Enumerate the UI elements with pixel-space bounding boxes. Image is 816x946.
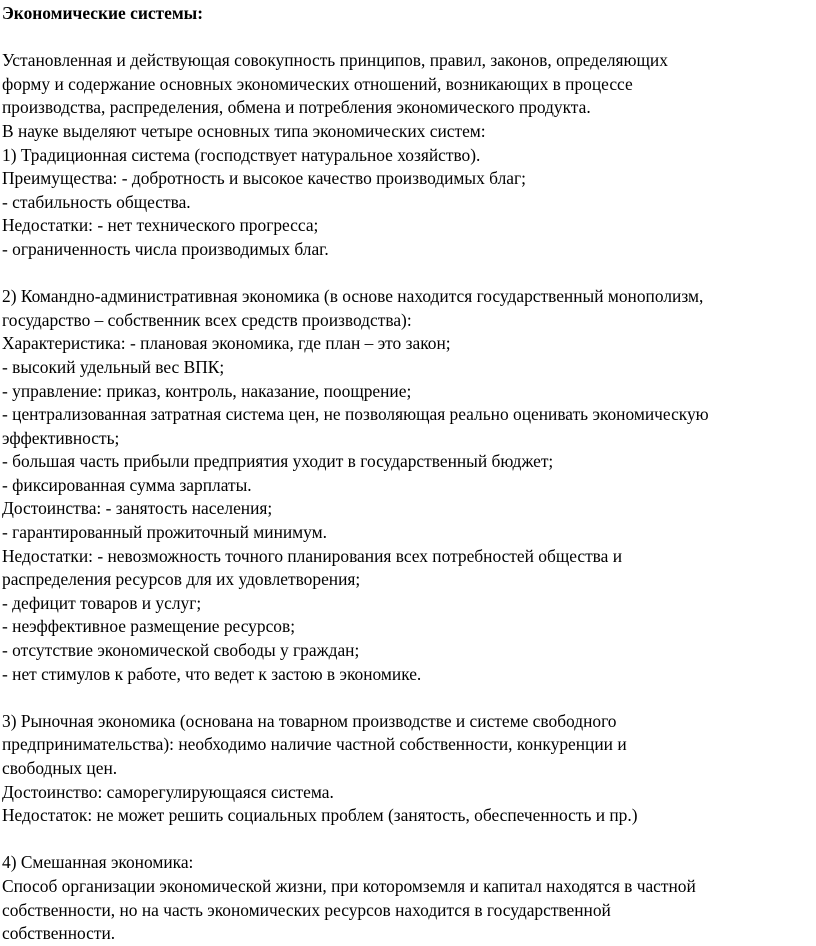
text-line: - большая часть прибыли предприятия уходит в государственный бюджет; (2, 451, 554, 472)
text-line: эффективность; (2, 427, 120, 448)
text-line: Преимущества: - добротность и высокое качество производимых благ; (2, 168, 526, 189)
text-line: - гарантированный прожиточный минимум. (2, 522, 328, 543)
text-line: - управление: приказ, контроль, наказание, поощрение; (2, 380, 412, 401)
text-line: 4) Смешанная экономика: (2, 852, 194, 873)
document-title: Экономические системы: (2, 3, 204, 23)
text-line: распределения ресурсов для их удовлетворения; (2, 569, 361, 590)
text-line: - отсутствие экономической свободы у граждан; (2, 640, 360, 661)
blank-line (2, 686, 816, 710)
text-line: Недостатки: - нет технического прогресса; (2, 215, 319, 236)
text-line: Недостатки: - невозможность точного планирования всех потребностей общества и (2, 545, 623, 566)
command-economy-section (2, 285, 816, 686)
text-line: - централизованная затратная система цен, не позволяющая реально оценивать экономическую (2, 404, 709, 425)
text-line: свободных цен. (2, 758, 118, 778)
blank-line (2, 262, 816, 286)
text-line: Характеристика: - плановая экономика, где план – это закон; (2, 333, 451, 354)
text-line: производства, распределения, обмена и потребления экономического продукта. (2, 97, 591, 118)
text-line: - фиксированная сумма зарплаты. (2, 474, 252, 495)
market-economy-section (2, 710, 816, 828)
intro-section (2, 49, 816, 261)
blank-line (2, 26, 816, 50)
blank-line (2, 828, 816, 852)
text-line: - стабильность общества. (2, 191, 191, 212)
text-line: - дефицит товаров и услуг; (2, 592, 202, 613)
text-line: - нет стимулов к работе, что ведет к застою в экономике. (2, 663, 422, 684)
text-line: Достоинство: саморегулирующаяся система. (2, 781, 334, 802)
text-line: форму и содержание основных экономических отношений, возникающих в процессе (2, 73, 633, 94)
text-line: 2) Командно-административная экономика (в основе находится государственный монополизм, (2, 286, 704, 307)
text-line: Достоинства: - занятость населения; (2, 498, 273, 519)
text-line: собственности. (2, 923, 116, 944)
text-line: - высокий удельный вес ВПК; (2, 356, 225, 377)
mixed-economy-section (2, 851, 816, 945)
text-line: Способ организации экономической жизни, при которомземля и капитал находятся в частной (2, 875, 696, 896)
text-line: В науке выделяют четыре основных типа экономических систем: (2, 120, 486, 141)
text-line: - ограниченность числа производимых благ. (2, 238, 329, 259)
text-line: предпринимательства): необходимо наличие частной собственности, конкуренции и (2, 734, 627, 755)
text-line: собственности, но на часть экономических ресурсов находится в государственной (2, 899, 611, 920)
text-line: государство – собственник всех средств производства): (2, 309, 412, 330)
text-line: Недостаток: не может решить социальных проблем (занятость, обеспеченность и пр.) (2, 805, 638, 826)
text-line: Установленная и действующая совокупность принципов, правил, законов, определяющих (2, 50, 668, 71)
text-line: 3) Рыночная экономика (основана на товарном производстве и системе свободного (2, 710, 617, 731)
text-line: 1) Традиционная система (господствует натуральное хозяйство). (2, 144, 481, 165)
text-line: - неэффективное размещение ресурсов; (2, 616, 296, 637)
